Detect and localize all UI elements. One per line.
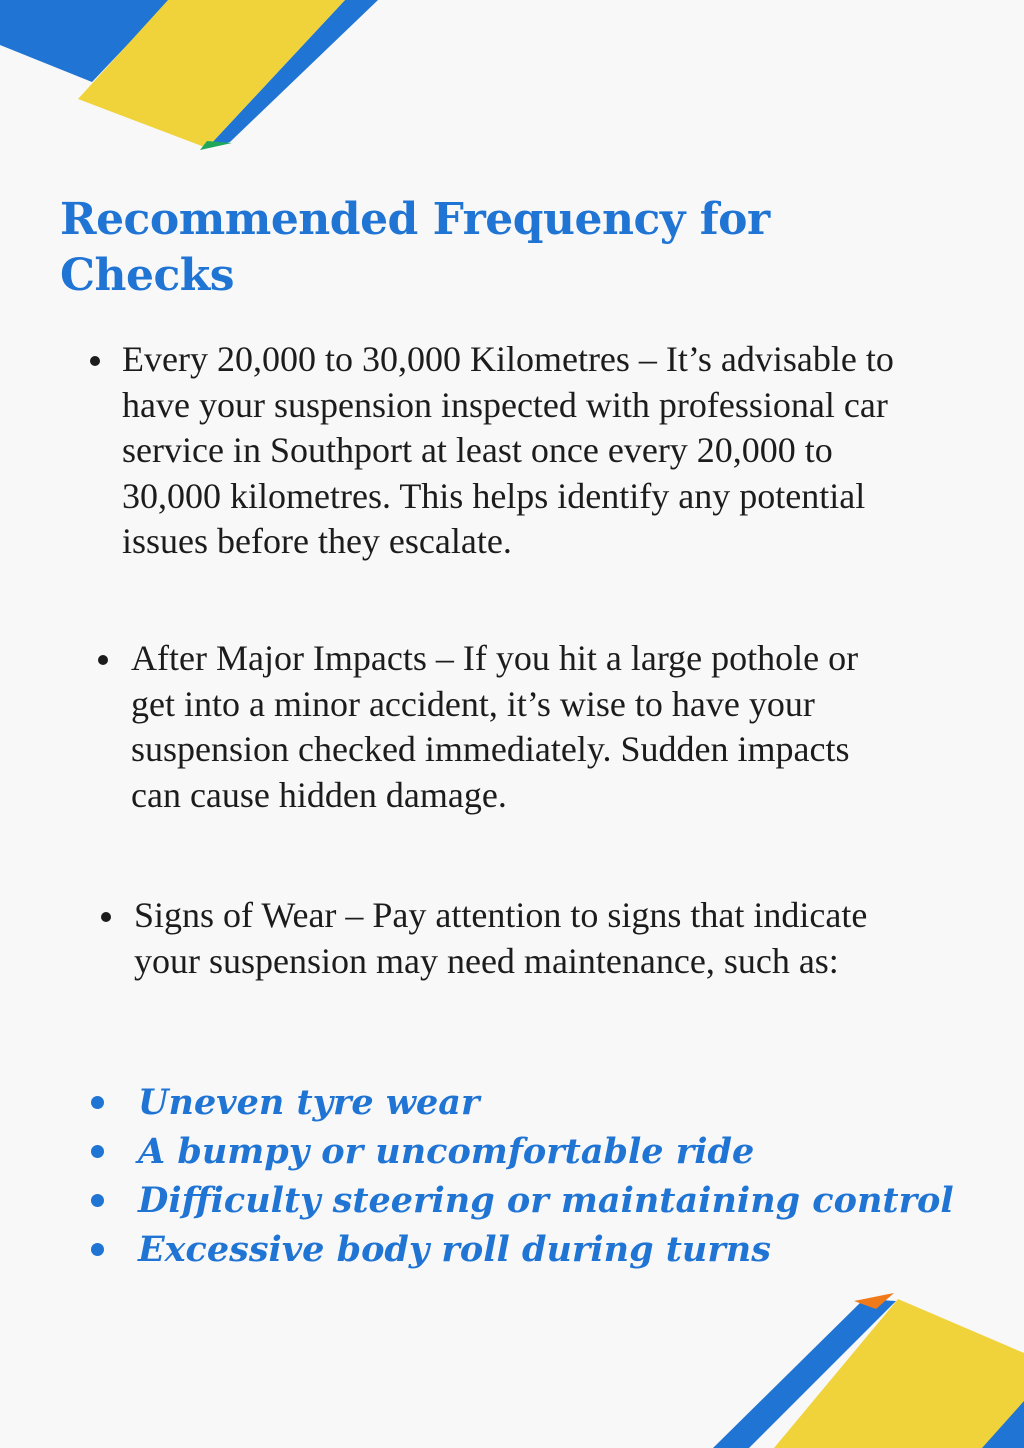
sign-item xyxy=(88,1078,954,1127)
sign-text: Excessive body roll during turns xyxy=(138,1229,771,1270)
list-item-impacts xyxy=(131,636,891,818)
corner-decoration-top xyxy=(0,0,380,155)
sign-text: Difficulty steering or maintaining control xyxy=(138,1180,954,1221)
page-title: Recommended Frequency for Checks xyxy=(60,194,770,301)
list-item-text: Signs of Wear – Pay attention to signs that indicate your suspension may need maintenance, such as: xyxy=(134,895,868,981)
list-item-signs-of-wear xyxy=(134,893,924,984)
bullet-icon xyxy=(91,1096,104,1109)
bullet-icon xyxy=(91,1194,104,1207)
list-item-text: Every 20,000 to 30,000 Kilometres – It’s advisable to have your suspension inspected with professional car service in Southport at least once every 20,000 to 30,000 kilometres. This helps identify any potential issues before they escalate. xyxy=(122,339,894,561)
bullet-icon xyxy=(91,1145,104,1158)
sign-text: Uneven tyre wear xyxy=(138,1082,480,1123)
sign-item xyxy=(88,1176,954,1225)
bullet-icon xyxy=(101,912,111,922)
bullet-icon xyxy=(90,356,100,366)
sign-item xyxy=(88,1127,954,1176)
signs-list xyxy=(88,1078,954,1274)
corner-decoration-bottom xyxy=(704,1293,1024,1448)
sign-item xyxy=(88,1225,954,1274)
bullet-icon xyxy=(91,1243,104,1256)
sign-text: A bumpy or uncomfortable ride xyxy=(138,1131,755,1172)
list-item-text: After Major Impacts – If you hit a large pothole or get into a minor accident, it’s wise to have your suspension checked immediately. Sudden impacts can cause hidden damage. xyxy=(131,638,859,815)
list-item-kilometres xyxy=(122,337,902,565)
bullet-icon xyxy=(98,655,108,665)
